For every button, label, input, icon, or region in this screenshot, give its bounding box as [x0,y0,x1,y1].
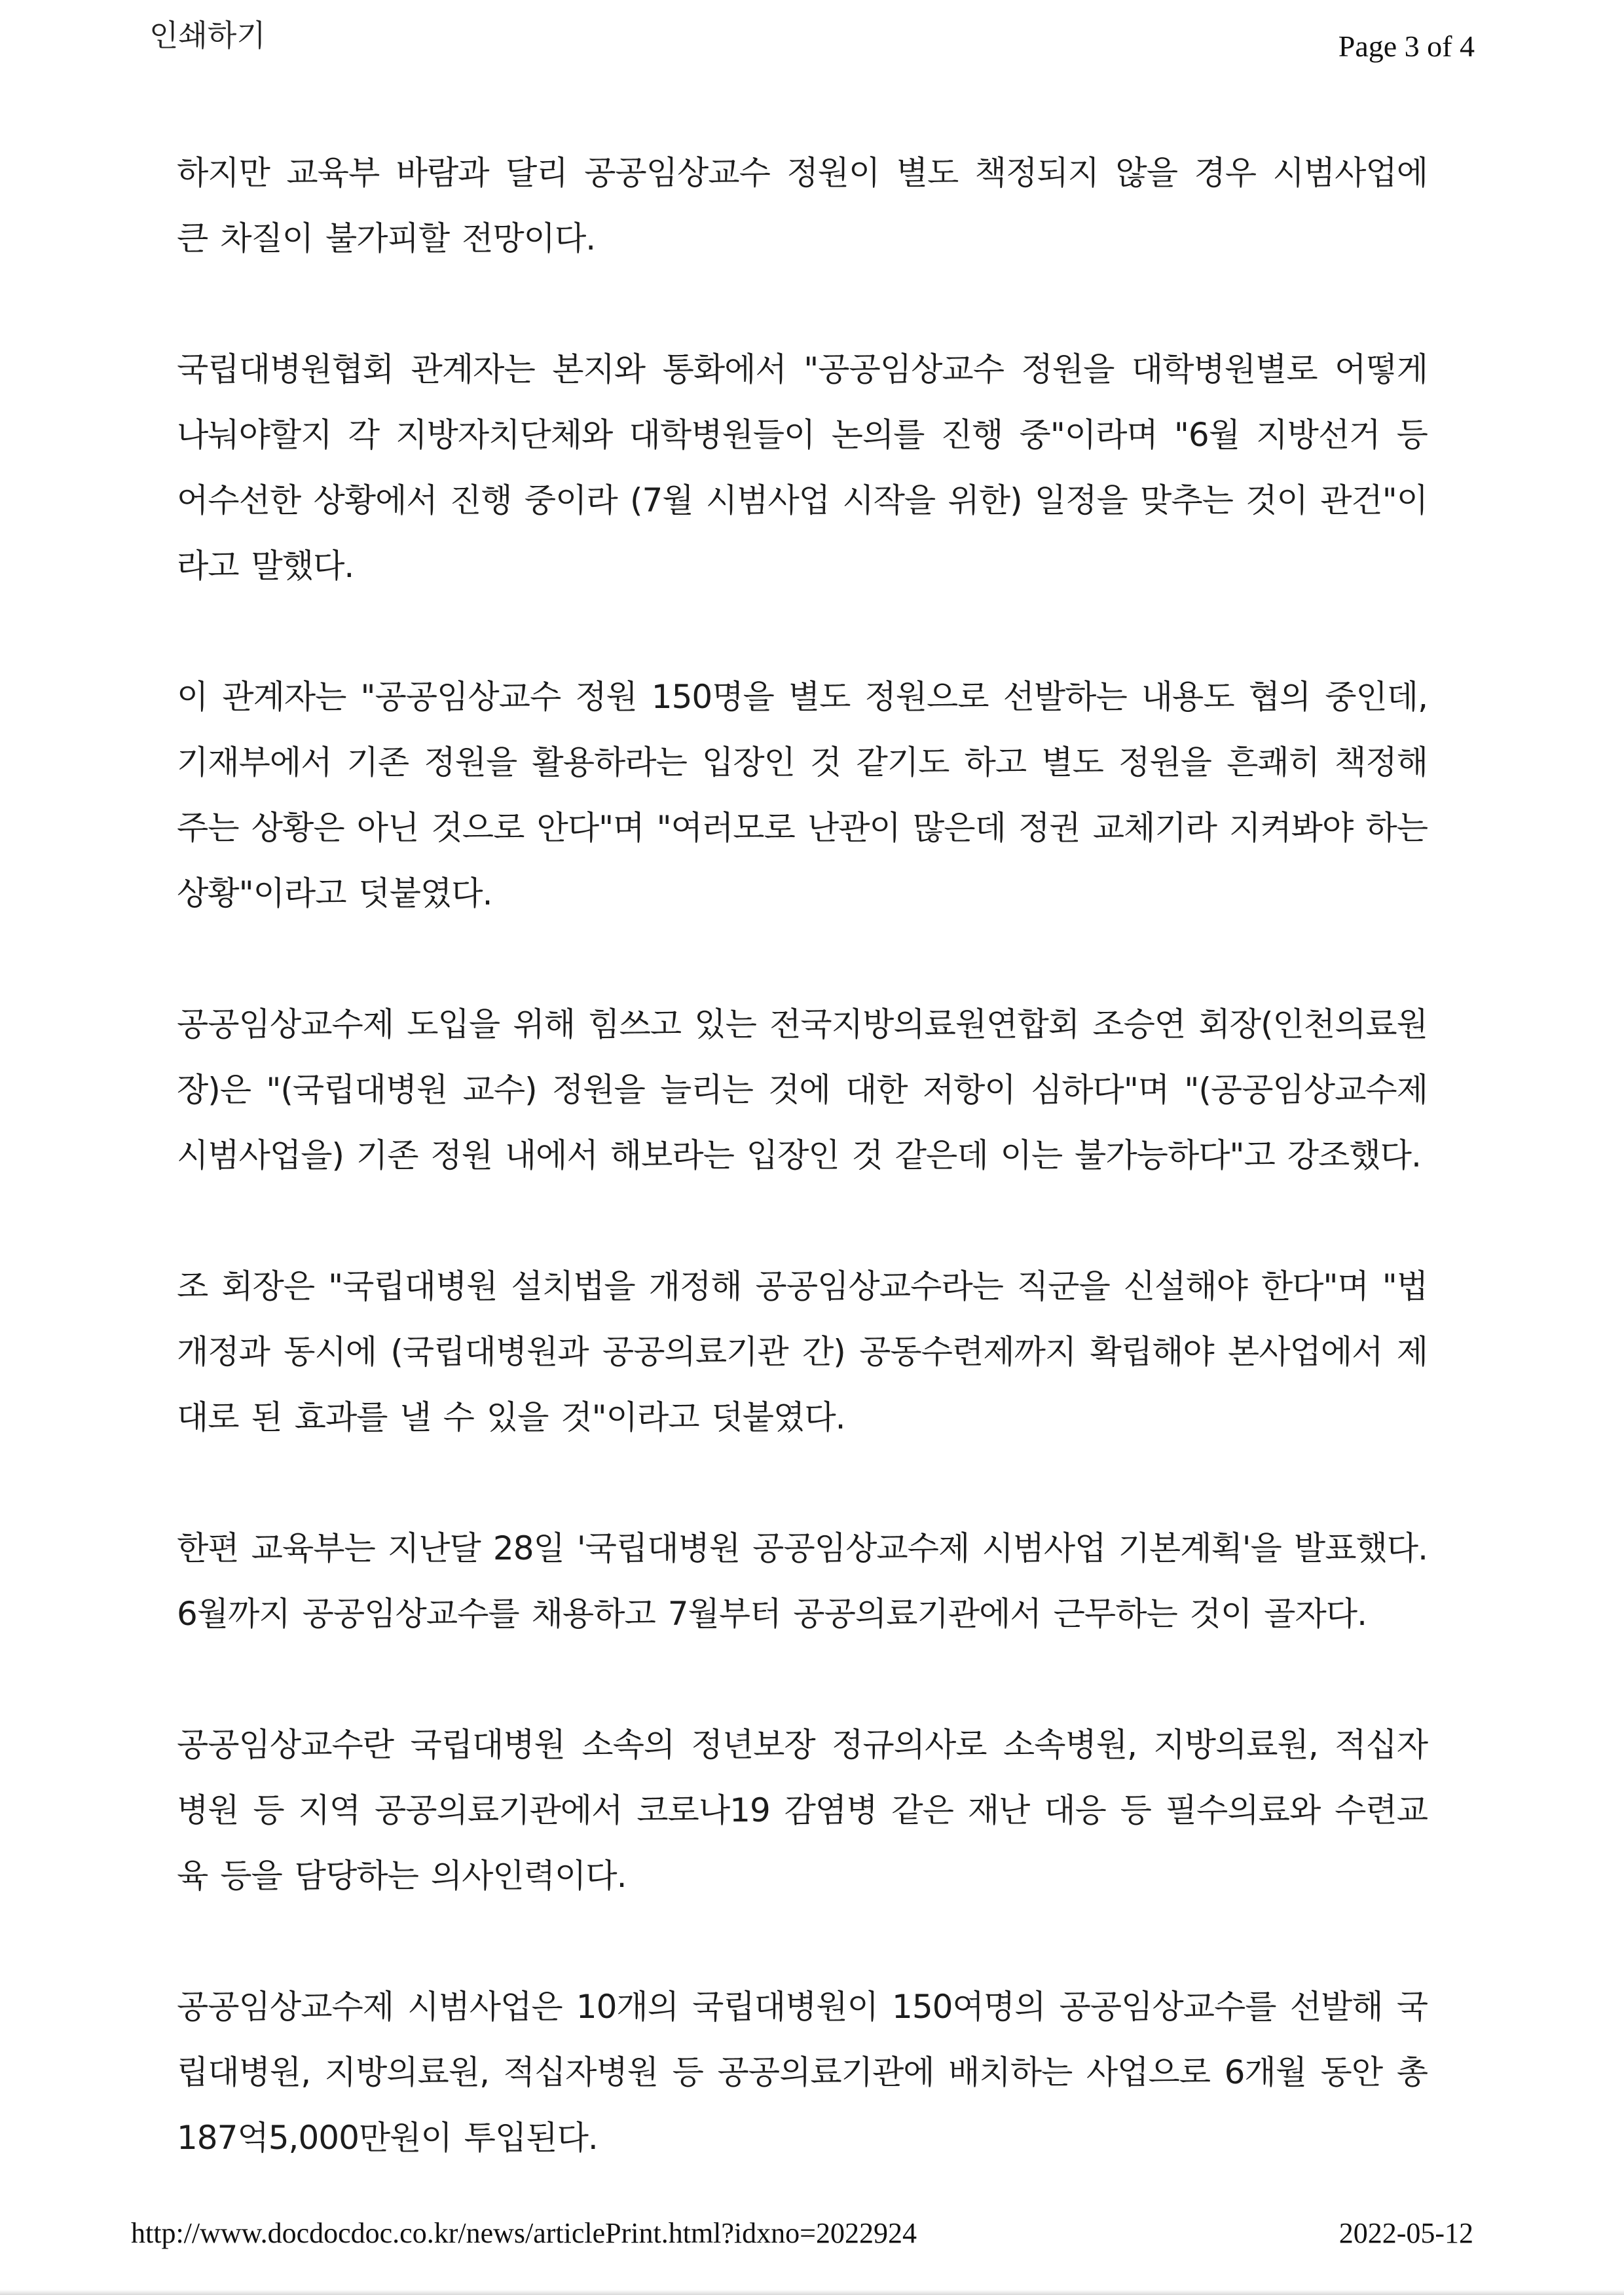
article-paragraph: 이 관계자는 "공공임상교수 정원 150명을 별도 정원으로 선발하는 내용도 협의 중인데, 기재부에서 기존 정원을 활용하라는 입장인 것 같기도 하고 별도 정원을 흔쾌히 책정해주는 상황은 아닌 것으로 안다"며 "여러모로 난관이 많은데 정권 교체기라 지켜봐야 하는 상황"이라고 덧붙였다. [177,678,1428,912]
article-paragraph: 공공임상교수란 국립대병원 소속의 정년보장 정규의사로 소속병원, 지방의료원, 적십자병원 등 지역 공공의료기관에서 코로나19 감염병 같은 재난 대응 등 필수의료와 수련교육 등을 담당하는 의사인력이다. [177,1726,1428,1895]
scan-edge-shadow [0,2290,1624,2295]
article-paragraph: 한편 교육부는 지난달 28일 '국립대병원 공공임상교수제 시범사업 기본계획'을 발표했다. 6월까지 공공임상교수를 채용하고 7월부터 공공의료기관에서 근무하는 것이 골자다. [177,1529,1428,1633]
page-indicator: Page 3 of 4 [1338,29,1475,63]
article-paragraph: 공공임상교수제 시범사업은 10개의 국립대병원이 150여명의 공공임상교수를 선발해 국립대병원, 지방의료원, 적십자병원 등 공공의료기관에 배치하는 사업으로 6개월 동안 총 187억5,000만원이 투입된다. [177,1988,1428,2157]
print-date: 2022-05-12 [1338,2217,1473,2249]
source-url[interactable]: http://www.docdocdoc.co.kr/news/articlePrint.html?idxno=2022924 [131,2217,917,2249]
print-link[interactable]: 인쇄하기 [149,18,266,53]
article-paragraph: 공공임상교수제 도입을 위해 힘쓰고 있는 전국지방의료원연합회 조승연 회장(인천의료원장)은 "(국립대병원 교수) 정원을 늘리는 것에 대한 저항이 심하다"며 "(공공임상교수제 시범사업을) 기존 정원 내에서 해보라는 입장인 것 같은데 이는 불가능하다"고 강조했다. [177,1005,1428,1174]
article-paragraph: 국립대병원협회 관계자는 본지와 통화에서 "공공임상교수 정원을 대학병원별로 어떻게 나눠야할지 각 지방자치단체와 대학병원들이 논의를 진행 중"이라며 "6월 지방선거 등 어수선한 상황에서 진행 중이라 (7월 시범사업 시작을 위한) 일정을 맞추는 것이 관건"이라고 말했다. [177,350,1428,585]
article-paragraph: 조 회장은 "국립대병원 설치법을 개정해 공공임상교수라는 직군을 신설해야 한다"며 "법 개정과 동시에 (국립대병원과 공공의료기관 간) 공동수련제까지 확립해야 본사업에서 제대로 된 효과를 낼 수 있을 것"이라고 덧붙였다. [177,1267,1428,1436]
article-paragraph: 하지만 교육부 바람과 달리 공공임상교수 정원이 별도 책정되지 않을 경우 시범사업에 큰 차질이 불가피할 전망이다. [177,154,1428,257]
article-body [177,140,1428,2171]
